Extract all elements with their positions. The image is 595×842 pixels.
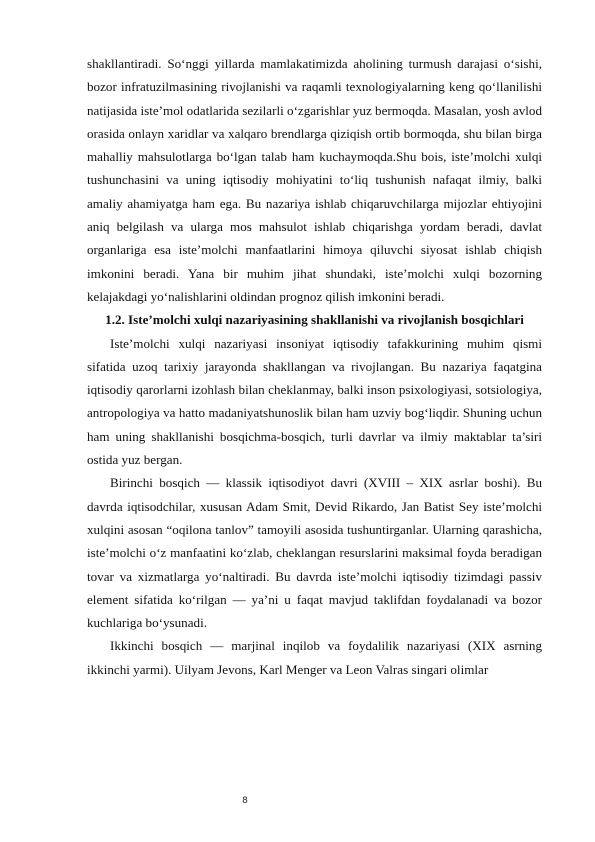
body-paragraph: Ikkinchi bosqich — marjinal inqilob va foydalilik nazariyasi (XIX asrning ikkinchi yarmi). Uilyam Jevons, Karl Menger va Leon Valras singari olimlar — [87, 638, 542, 677]
page-number: 8 — [242, 796, 248, 806]
body-paragraph: Iste’molchi xulqi nazariyasi insoniyat iqtisodiy tafakkurining muhim qismi sifatida uzoq tarixiy jarayonda shakllangan va rivojlangan. Bu nazariya faqatgina iqtisodiy qarorlarni izohlash bilan cheklanmay, balki inson psixologiyasi, sotsiologiya, antropologiya va hatto madaniyatshunoslik bilan ham uzviy bog‘liqdir. Shuning uchun ham uning shakllanishi bosqichma-bosqich, turli davrlar va ilmiy maktablar ta’siri ostida yuz bergan. — [87, 335, 542, 468]
body-paragraph: Birinchi bosqich — klassik iqtisodiyot davri (XVIII – XIX asrlar boshi). Bu davrda iqtisodchilar, xususan Adam Smit, Devid Rikardo, Jan Batist Sey iste’molchi xulqini asosan “oqilona tanlov” tamoyili asosida tushuntirganlar. Ularning qarashicha, iste’molchi o‘z manfaatini ko‘zlab, cheklangan resurslarini maksimal foyda beradigan tovar va xizmatlarga yo‘naltiradi. Bu davrda iste’molchi iqtisodiy tizimdagi passiv element sifatida ko‘rilgan — ya’ni u faqat mavjud taklifdan foydalanadi va bozor kuchlariga bo‘ysunadi. — [87, 475, 542, 631]
document-page — [87, 52, 542, 681]
section-heading: 1.2. Iste’molchi xulqi nazariyasining shakllanishi va rivojlanish bosqichlari — [105, 312, 524, 328]
body-paragraph: shakllantiradi. So‘nggi yillarda mamlakatimizda aholining turmush darajasi o‘sishi, bozor infratuzilmasining rivojlanishi va raqamli texnologiyalarning keng qo‘llanilishi natijasida iste’mol odatlarida sezilarli o‘zgarishlar yuz bermoqda. Masalan, yosh avlod orasida onlayn xaridlar va xalqaro brendlarga qiziqish ortib bormoqda, shu bilan birga mahalliy mahsulotlarga bo‘lgan talab ham kuchaymoqda.Shu bois, iste’molchi xulqi tushunchasini va uning iqtisodiy mohiyatini to‘liq tushunish nafaqat ilmiy, balki amaliy ahamiyatga ham ega. Bu nazariya ishlab chiqaruvchilarga mijozlar ehtiyojini aniq belgilash va ularga mos mahsulot ishlab chiqarishga yordam beradi, davlat organlariga esa iste’molchi manfaatlarini himoya qiluvchi siyosat ishlab chiqish imkonini beradi. Yana bir muhim jihat shundaki, iste’molchi xulqi bozorning kelajakdagi yo‘nalishlarini oldindan prognoz qilish imkonini beradi. — [87, 56, 542, 304]
